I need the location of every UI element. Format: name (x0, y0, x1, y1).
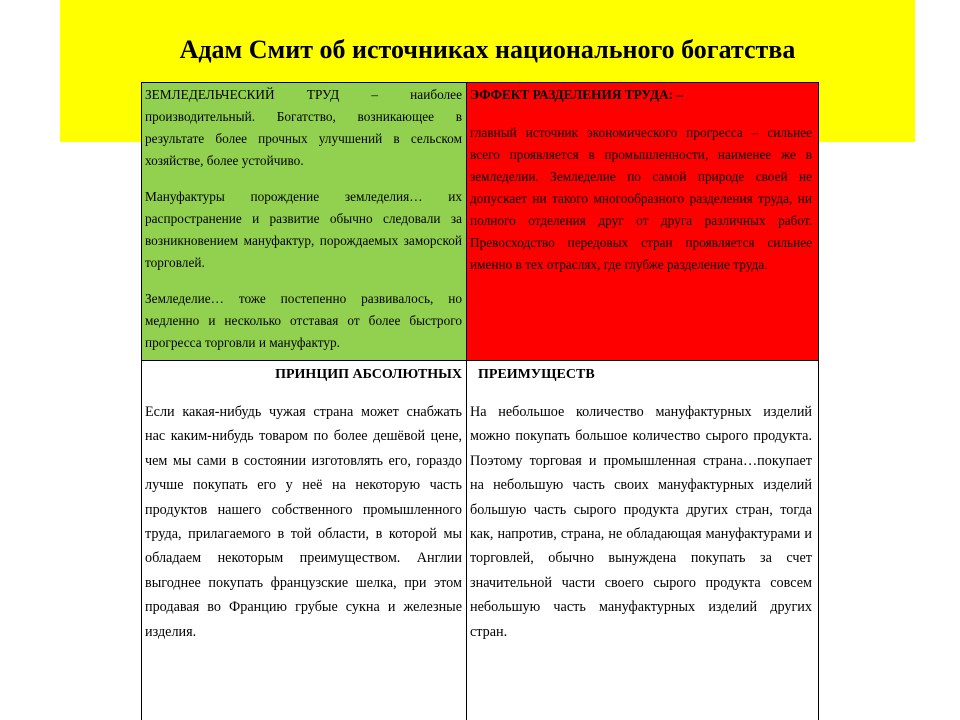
manufactures-paragraph: Мануфактуры порождение земледелия… их распространение и развитие обычно следовали за возникновением мануфактур, порождаемых заморской торговлей. (145, 189, 462, 270)
table-row-divider (141, 360, 819, 361)
page-title: Адам Смит об источниках национального богатства (179, 35, 796, 64)
principle-heading-left: ПРИНЦИП АБСОЛЮТНЫХ (275, 367, 462, 382)
agriculture-text (145, 84, 462, 354)
division-of-labor-text (470, 84, 812, 276)
table-border-right (818, 82, 819, 720)
agriculture-paragraph: ЗЕМЛЕДЕЛЬЧЕСКИЙ ТРУД – наиболее производительный. Богатство, возникающее в результате более прочных улучшений в сельском хозяйстве, более устойчиво. (145, 87, 462, 168)
table-border-middle (466, 82, 467, 720)
absolute-advantage-right-text: На небольшое количество мануфактурных изделий можно покупать большое количество сырого продукта. Поэтому торговая и промышленная страна…покупает на небольшую часть своих мануфактурных изделий большую часть сырого продукта других стран, тогда как, напротив, страна, не обладающая мануфактурами и торговлей, обычно вынуждена покупать за счет значительной части своего сырого продукта совсем небольшую часть мануфактурных изделий других стран. (470, 404, 812, 640)
division-of-labor-body: главный источник экономического прогресса – сильнее всего проявляется в промышленности, наименее же в земледелии. Земледелие по самой природе своей не допускает ни такого многообразного разделения труда, ни полного отделения друг от друга различных работ. Превосходство передовых стран проявляется сильнее именно в тех отраслях, где глубже разделение труда. (470, 125, 812, 272)
table-border-top (141, 82, 819, 83)
agriculture-progress-paragraph: Земледелие… тоже постепенно развивалось, но медленно и несколько отставая от более быстрого прогресса торговли и мануфактур. (145, 291, 462, 350)
table-border-left (141, 82, 142, 720)
absolute-advantage-left-text: Если какая-нибудь чужая страна может снабжать нас каким-нибудь товаром по более дешёвой цене, чем мы сами в состоянии изготовлять его, гораздо лучше покупать его у неё на некоторую часть продуктов нашего собственного промышленного труда, прилагаемого в той области, в которой мы обладаем некоторым преимуществом. Англии выгоднее покупать французские шелка, при этом продавая во Францию грубые сукна и железные изделия. (145, 404, 462, 640)
division-of-labor-heading: ЭФФЕКТ РАЗДЕЛЕНИЯ ТРУДА: – (470, 87, 683, 102)
principle-heading-right: ПРЕИМУЩЕСТВ (478, 367, 595, 382)
